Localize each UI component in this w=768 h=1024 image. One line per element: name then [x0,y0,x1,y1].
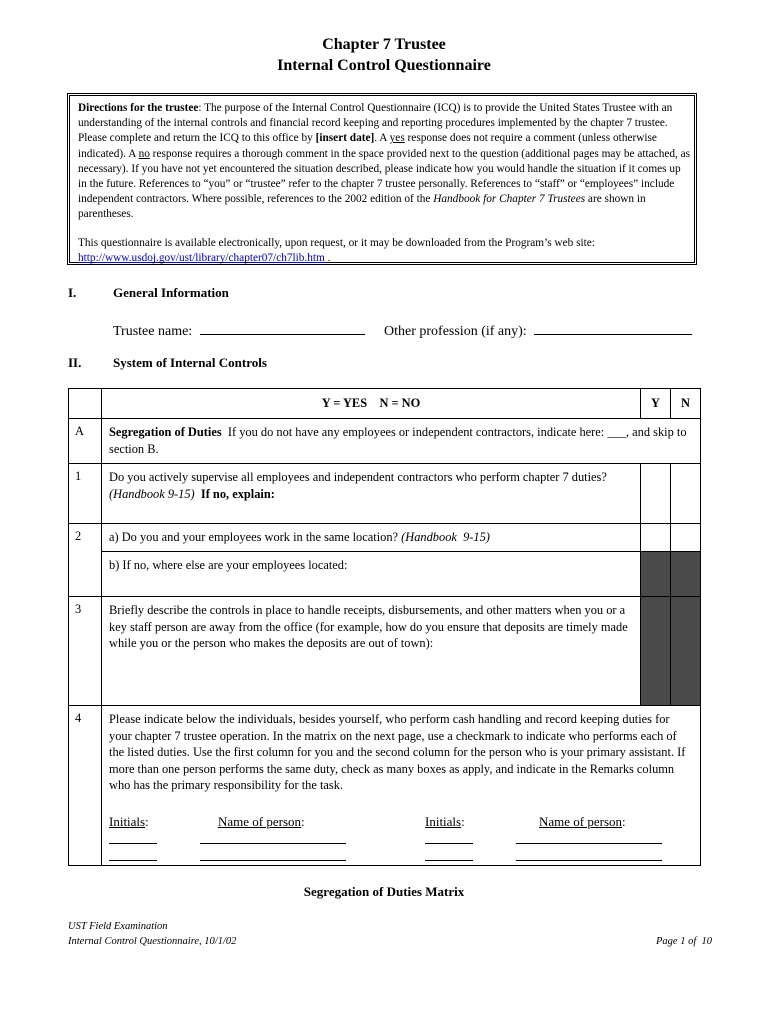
row-2b-text: b) If no, where else are your employees located: [102,552,641,597]
trustee-name-label: Trustee name: [113,324,193,339]
trustee-name-field [113,320,365,340]
no-column-header: N [671,389,701,419]
initials-blank[interactable] [109,843,157,844]
row-1-text: Do you actively supervise all employees and independent contractors who perform chapter 7 duties? (Handbook 9-15) If no, explain: [102,464,641,524]
section-1-title: General Information [113,285,229,300]
initials-label-right: Initials: [425,813,465,829]
table-row-3 [69,597,701,706]
table-row-a [69,419,701,464]
section-1-number: I. [68,285,77,300]
table-row-2b [69,552,701,597]
directions-box [67,93,697,265]
initials-blank[interactable] [109,860,157,861]
yes-column-header: Y [641,389,671,419]
name-blank[interactable] [200,860,346,861]
name-label-left: Name of person: [218,813,305,829]
internal-controls-table [68,388,701,866]
insert-date: [insert date] [315,132,375,145]
table-row-4 [69,706,701,866]
page-subtitle: Internal Control Questionnaire [277,57,491,74]
table-row-1 [69,464,701,524]
row-a-number: A [69,419,102,464]
matrix-title: Segregation of Duties Matrix [303,884,465,899]
other-profession-field [384,320,692,340]
name-label-right: Name of person: [539,813,626,829]
row-1-no-box[interactable] [671,464,701,524]
row-2a-no-box[interactable] [671,524,701,552]
table-row-2a [69,524,701,552]
yes-no-legend: Y = YES N = NO [102,389,641,419]
directions-text: Directions for the trustee: The purpose of the Internal Control Questionnaire (ICQ) is to provide the United States Trustee with an understanding of the internal controls and financial record keeping and reporting procedures implemented by the chapter 7 trustee. Please complete and return the ICQ to this office by [insert date]. A yes response does not require a comment (unless otherwise indicated). A no response requires a thorough comment in the space provided next to the question (additional pages may be attached, as necessary). If you have not yet encountered the situation described, please indicate how you would handle the situation if it comes up in the future. References to “you” or “trustee” refer to the chapter 7 trustee personally. References to “staff” or “employees” include independent contractors. Where possible, references to the 2002 edition of the Handbook for Chapter 7 Trustees are shown in parentheses. [78,102,691,221]
handbook-title: Handbook for Chapter 7 Trustees [433,193,586,206]
no-word: no [138,147,150,160]
electronic-availability: This questionnaire is available electronically, upon request, or it may be downloaded from the Program’s web site: http://www.usdoj.gov/ust/library/chapter07/ch7lib.htm . [78,237,595,265]
row-1-yes-box[interactable] [641,464,671,524]
row-2b-shaded-cell [641,552,671,597]
staff-initials-grid [109,794,694,854]
table-header-row [69,389,701,419]
footer-line-2: Internal Control Questionnaire, 10/1/02 [68,936,237,947]
row-2a-text: a) Do you and your employees work in the same location? (Handbook 9-15) [102,524,641,552]
row-3-shaded-cell [641,597,671,706]
trustee-name-input[interactable] [200,320,365,335]
page-number: Page 1 of 10 [656,936,712,947]
website-link[interactable]: http://www.usdoj.gov/ust/library/chapter07/ch7lib.htm [78,252,325,265]
section-2-title: System of Internal Controls [113,355,267,370]
initials-label-left: Initials: [109,813,149,829]
other-profession-label: Other profession (if any): [384,324,527,339]
footer-line-1: UST Field Examination [68,921,168,932]
name-blank[interactable] [200,843,346,844]
yes-word: yes [389,132,405,145]
row-4-number: 4 [69,706,102,866]
row-2-number: 2 [69,524,102,597]
name-blank[interactable] [516,860,662,861]
row-a-text: Segregation of Duties If you do not have any employees or independent contractors, indicate here: ___, and skip to section B. [102,419,701,464]
page-title: Chapter 7 Trustee [322,36,446,53]
name-blank[interactable] [516,843,662,844]
section-2-number: II. [68,355,82,370]
directions-lead: Directions for the trustee [78,102,199,114]
row-2b-shaded-cell [671,552,701,597]
row-2a-yes-box[interactable] [641,524,671,552]
row-3-number: 3 [69,597,102,706]
row-3-shaded-cell [671,597,701,706]
row-1-number: 1 [69,464,102,524]
row-4-text: Please indicate below the individuals, besides yourself, who perform cash handling and record keeping duties for your chapter 7 trustee operation. In the matrix on the next page, use a checkmark to indicate who performs each of the listed duties. Use the first column for you and the second column for the person who is your primary assistant. If more than one person performs the same duty, check as many boxes as apply, and indicate in the Remarks column who has the primary responsibility for the task. Initials: Name of person: Initials: Name of person: [102,706,701,866]
initials-blank[interactable] [425,843,473,844]
initials-blank[interactable] [425,860,473,861]
row-3-text: Briefly describe the controls in place to handle receipts, disbursements, and other matters when you or a key staff person are away from the office (for example, how do you ensure that deposits are timely made while you or the person who makes the deposits are out of town): [102,597,641,706]
other-profession-input[interactable] [534,320,692,335]
